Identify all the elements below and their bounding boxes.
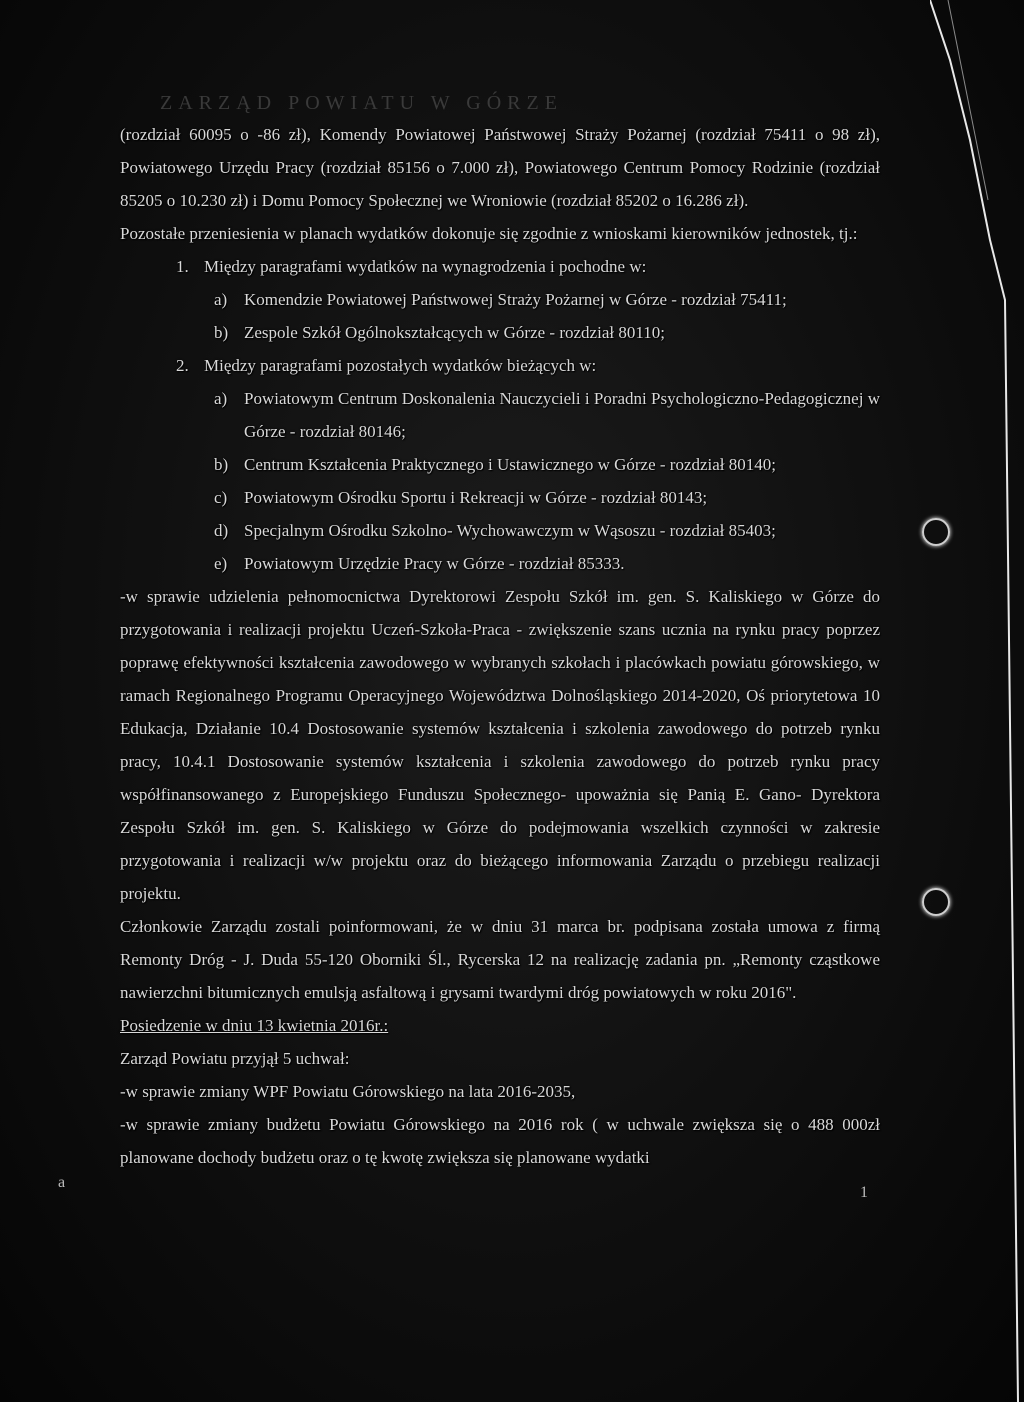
punch-hole-icon bbox=[922, 518, 950, 546]
list-number: 1. bbox=[176, 257, 189, 276]
sub-text: Powiatowym Ośrodku Sportu i Rekreacji w Górze - rozdział 80143; bbox=[244, 488, 708, 507]
sub-text: Powiatowym Centrum Doskonalenia Nauczycieli i Poradni Psychologiczno-Pedagogicznej w Górze - rozdział 80146; bbox=[244, 389, 880, 441]
page-fold-edge bbox=[930, 0, 1024, 1402]
paragraph-6: -w sprawie zmiany WPF Powiatu Górowskiego na lata 2016-2035, bbox=[120, 1082, 576, 1101]
sub-list-item bbox=[214, 283, 880, 316]
sub-text: Zespole Szkół Ogólnokształcących w Górze - rozdział 80110; bbox=[244, 323, 665, 342]
paragraph-5: Zarząd Powiatu przyjął 5 uchwał: bbox=[120, 1049, 350, 1068]
sub-letter: b) bbox=[214, 323, 229, 342]
paragraph-2: Pozostałe przeniesienia w planach wydatków dokonuje się zgodnie z wnioskami kierowników jednostek, tj.: bbox=[120, 224, 858, 243]
sub-list-item bbox=[214, 481, 880, 514]
paragraph-4: Członkowie Zarządu zostali poinformowani, że w dniu 31 marca br. podpisana została umowa z firmą Remonty Dróg - J. Duda 55-120 Oborniki Śl., Rycerska 12 na realizację zadania pn. „Remonty cząstkowe nawierzchni bitumicznych emulsją asfaltową i grysami twardymi dróg powiatowych w roku 2016". bbox=[120, 917, 880, 1002]
left-margin-mark: a bbox=[58, 1174, 66, 1191]
numbered-list bbox=[120, 250, 880, 283]
sub-text: Powiatowym Urzędzie Pracy w Górze - rozdział 85333. bbox=[244, 554, 625, 573]
sub-letter: e) bbox=[214, 554, 228, 573]
sub-letter: a) bbox=[214, 290, 228, 309]
sub-list bbox=[120, 283, 880, 349]
sub-list-item bbox=[214, 316, 880, 349]
sub-list-item bbox=[214, 382, 880, 448]
sub-text: Centrum Kształcenia Praktycznego i Ustawicznego w Górze - rozdział 80140; bbox=[244, 455, 777, 474]
sub-list-item bbox=[214, 547, 880, 580]
section-heading: Posiedzenie w dniu 13 kwietnia 2016r.: bbox=[120, 1016, 389, 1035]
punch-hole-icon bbox=[922, 888, 950, 916]
list-number: 2. bbox=[176, 356, 189, 375]
sub-letter: c) bbox=[214, 488, 228, 507]
sub-letter: d) bbox=[214, 521, 229, 540]
list-item bbox=[176, 250, 880, 283]
document-body bbox=[120, 118, 880, 1174]
sub-text: Specjalnym Ośrodku Szkolno- Wychowawczym w Wąsoszu - rozdział 85403; bbox=[244, 521, 776, 540]
paragraph-1: (rozdział 60095 o -86 zł), Komendy Powiatowej Państwowej Straży Pożarnej (rozdział 75411 o 98 zł), Powiatowego Urzędu Pracy (rozdział 85156 o 7.000 zł), Powiatowego Centrum Pomocy Rodzinie (rozdział 85205 o 10.230 zł) i Domu Pomocy Społecznej we Wroniowie (rozdział 85202 o 16.286 zł). bbox=[120, 125, 880, 210]
ghost-header-text: ZARZĄD POWIATU W GÓRZE bbox=[160, 92, 563, 114]
sub-list-item bbox=[214, 448, 880, 481]
list-item-text: Między paragrafami pozostałych wydatków bieżących w: bbox=[204, 356, 597, 375]
sub-letter: a) bbox=[214, 389, 228, 408]
right-margin-mark: 1 bbox=[860, 1184, 868, 1201]
paragraph-7: -w sprawie zmiany budżetu Powiatu Górowskiego na 2016 rok ( w uchwale zwiększa się o 488 000zł planowane dochody budżetu oraz o tę kwotę zwiększa się planowane wydatki bbox=[120, 1115, 880, 1167]
sub-text: Komendzie Powiatowej Państwowej Straży Pożarnej w Górze - rozdział 75411; bbox=[244, 290, 787, 309]
list-item bbox=[176, 349, 880, 382]
paragraph-3: -w sprawie udzielenia pełnomocnictwa Dyrektorowi Zespołu Szkół im. gen. S. Kaliskiego w Górze do przygotowania i realizacji projektu Uczeń-Szkoła-Praca - zwiększenie szans ucznia na rynku pracy poprzez poprawę efektywności kształcenia zawodowego w wybranych szkołach i placówkach powiatu górowskiego, w ramach Regionalnego Programu Operacyjnego Województwa Dolnośląskiego 2014-2020, Oś priorytetowa 10 Edukacja, Działanie 10.4 Dostosowanie systemów kształcenia i szkolenia zawodowego do potrzeb rynku pracy, 10.4.1 Dostosowanie systemów kształcenia i szkolenia zawodowego do potrzeb rynku pracy współfinansowanego z Europejskiego Funduszu Społecznego- upoważnia się Panią E. Gano- Dyrektora Zespołu Szkół im. gen. S. Kaliskiego w Górze do podejmowania wszelkich czynności w zakresie przygotowania i realizacji w/w projektu oraz do bieżącego informowania Zarządu o przebiegu realizacji projektu. bbox=[120, 587, 880, 903]
sub-list bbox=[120, 382, 880, 580]
sub-letter: b) bbox=[214, 455, 229, 474]
sub-list-item bbox=[214, 514, 880, 547]
list-item-text: Między paragrafami wydatków na wynagrodzenia i pochodne w: bbox=[204, 257, 647, 276]
numbered-list bbox=[120, 349, 880, 382]
